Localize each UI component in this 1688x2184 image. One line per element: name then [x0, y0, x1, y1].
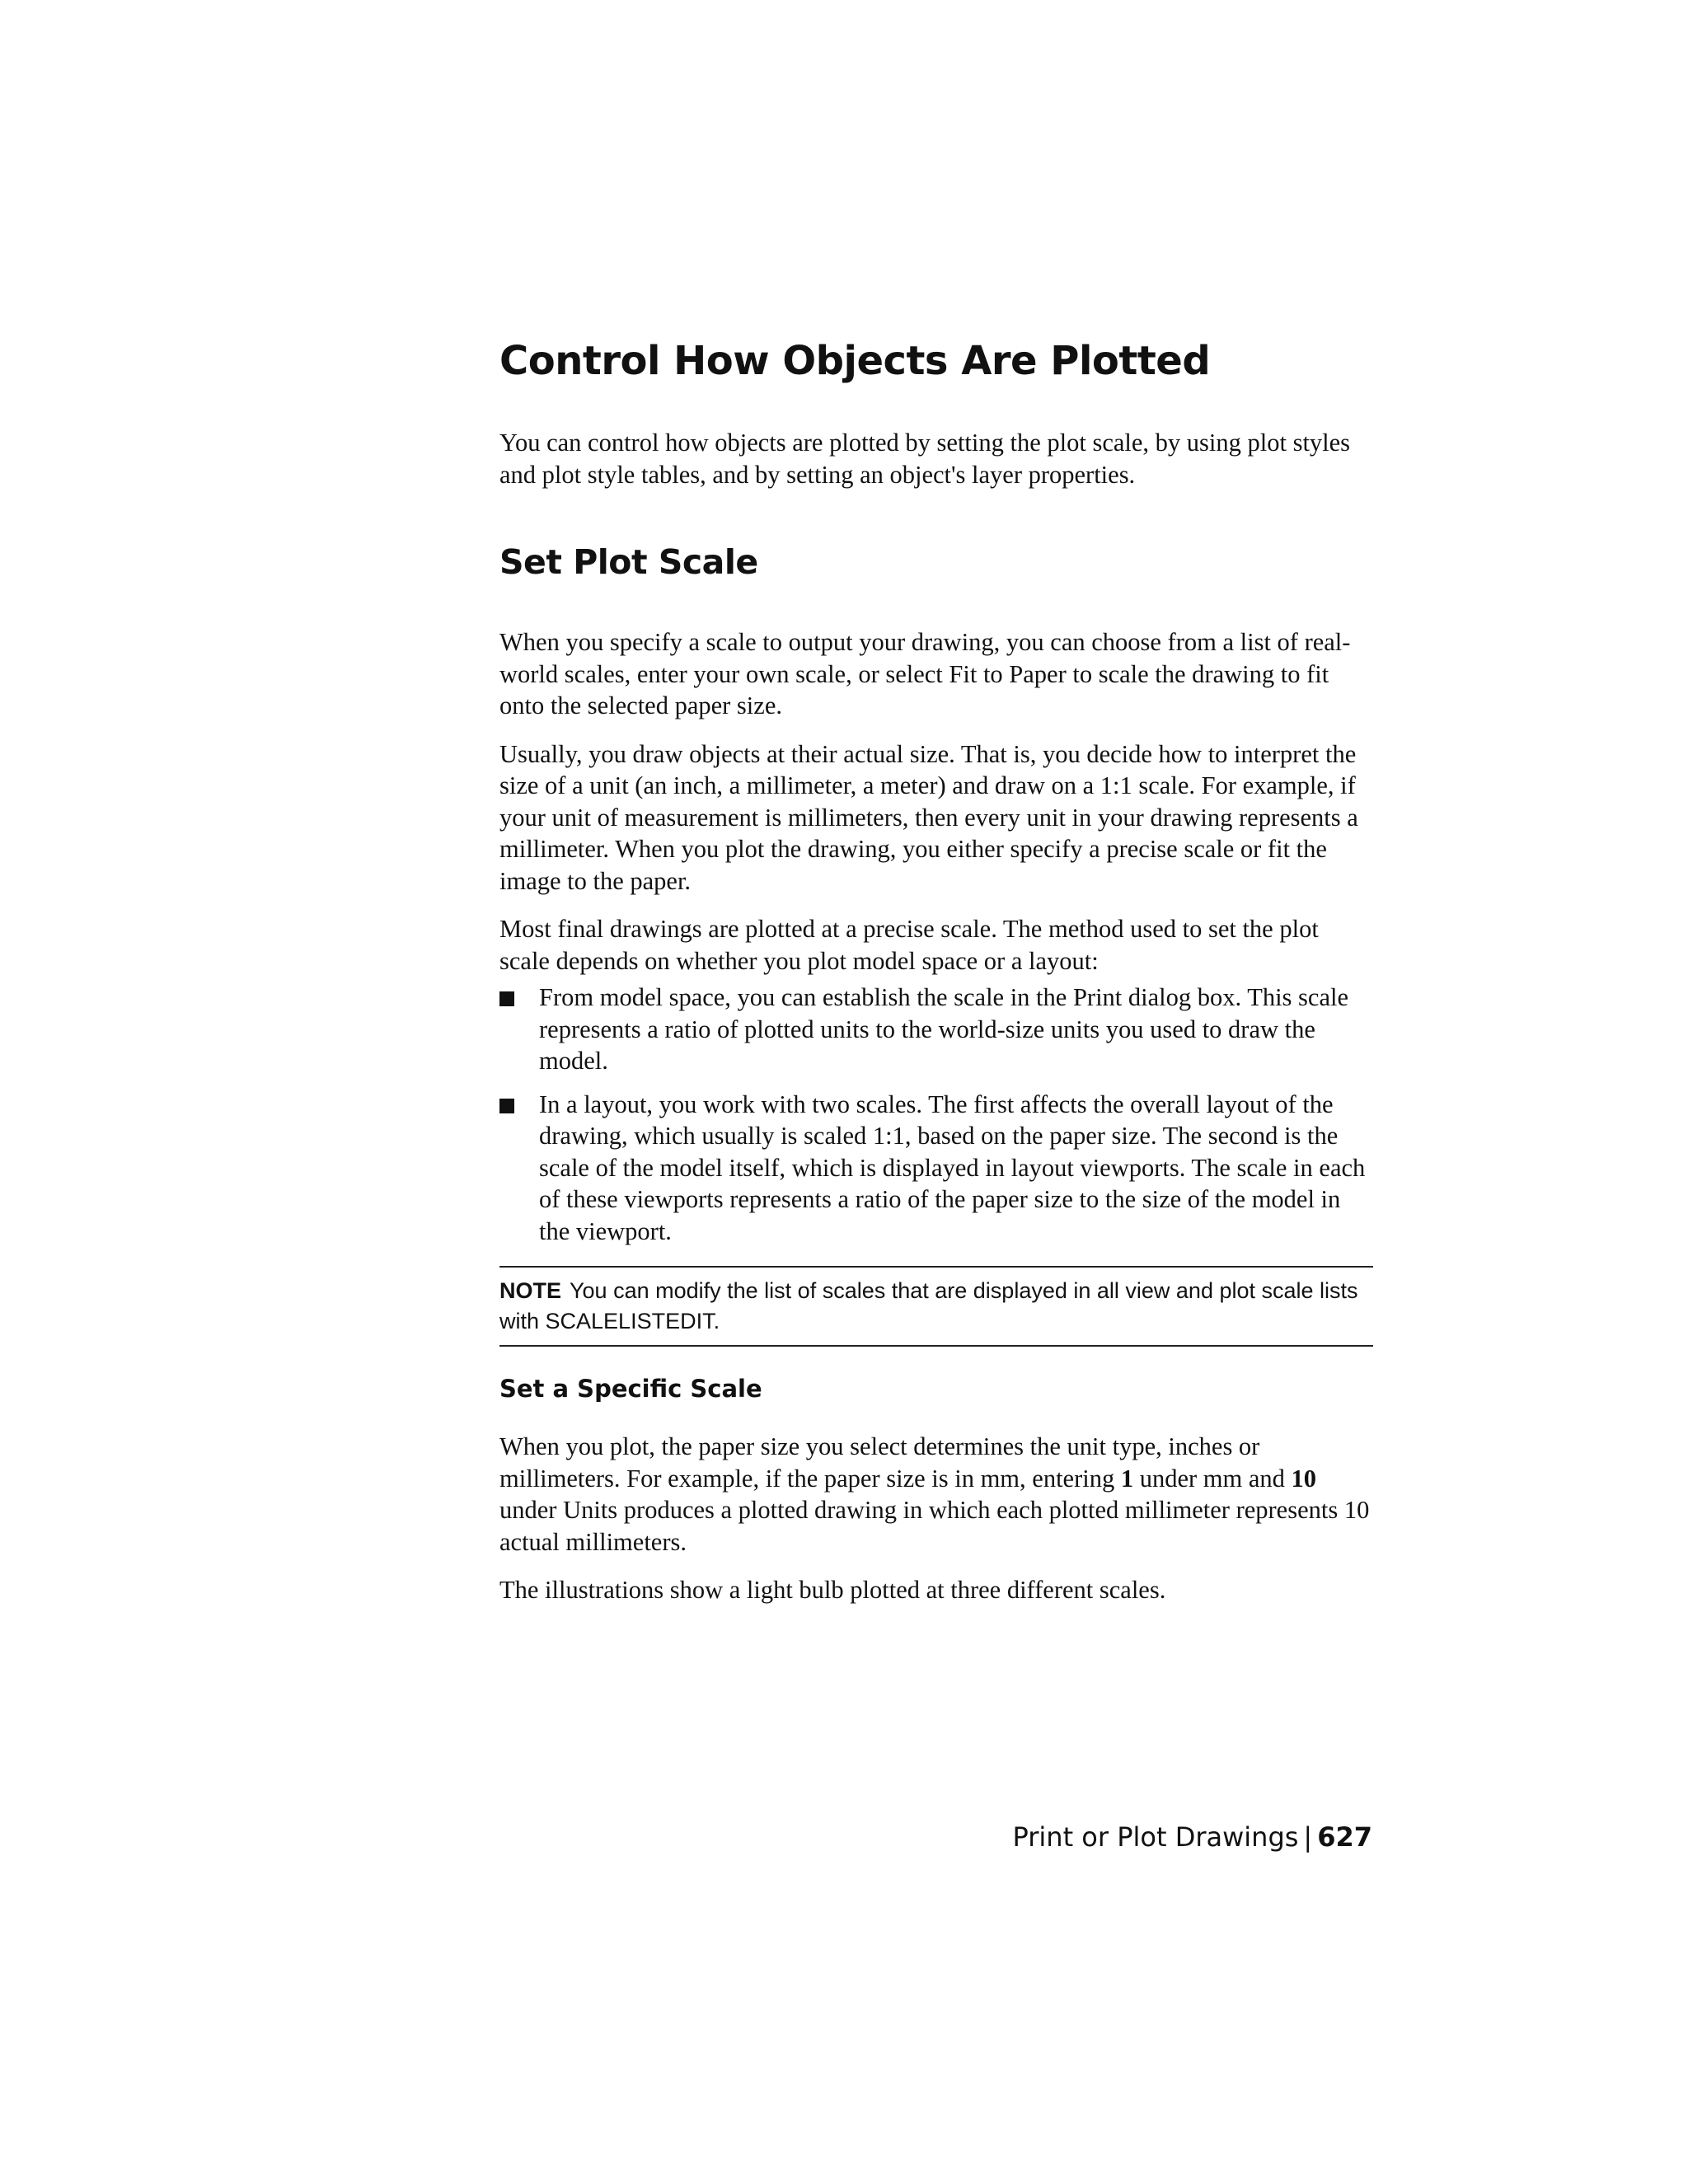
- note-label: NOTE: [499, 1278, 562, 1303]
- specific-paragraph-2: The illustrations show a light bulb plotted at three different scales.: [499, 1576, 1166, 1604]
- specific-paragraph-1: [499, 1431, 1373, 1558]
- square-bullet-icon: [499, 1099, 514, 1113]
- text-run: When you plot, the paper size you select determines the unit type, inches or millimeters. For example, if the paper size is in mm, entering: [499, 1432, 1260, 1493]
- bullet-list: [499, 982, 1373, 1247]
- bold-value: 1: [1120, 1464, 1134, 1493]
- intro-block: [499, 427, 1373, 490]
- square-bullet-icon: [499, 991, 514, 1006]
- note-box: [499, 1266, 1373, 1347]
- section-body: [499, 626, 1373, 1258]
- page-title: Control How Objects Are Plotted: [499, 338, 1211, 384]
- subsection-body: [499, 1431, 1373, 1623]
- bold-value: 10: [1291, 1464, 1317, 1493]
- bullet-item: [499, 982, 1373, 1077]
- footer-chapter: Print or Plot Drawings: [1012, 1821, 1299, 1853]
- subsection-title: Set a Specific Scale: [499, 1375, 762, 1403]
- bullet-text: From model space, you can establish the scale in the Print dialog box. This scale represents a ratio of plotted units to the world-size units you used to draw the model.: [539, 983, 1349, 1075]
- section-title: Set Plot Scale: [499, 542, 758, 582]
- note-content: [499, 1276, 1373, 1337]
- paragraph-1: When you specify a scale to output your drawing, you can choose from a list of real-world scales, enter your own scale, or select Fit to Paper to scale the drawing to fit onto the selected paper size.: [499, 628, 1351, 719]
- bullet-text: In a layout, you work with two scales. The first affects the overall layout of the drawing, which usually is scaled 1:1, based on the paper size. The second is the scale of the model itself, which is displayed in layout viewports. The scale in each of these viewports represents a ratio of the paper size to the size of the model in the viewport.: [539, 1090, 1366, 1245]
- paragraph-2: Usually, you draw objects at their actual size. That is, you decide how to interpret the size of a unit (an inch, a millimeter, a meter) and draw on a 1:1 scale. For example, if your unit of measurement is millimeters, then every unit in your drawing represents a millimeter. When you plot the drawing, you either specify a precise scale or fit the image to the paper.: [499, 739, 1358, 895]
- bullet-item: [499, 1089, 1373, 1248]
- footer-separator: |: [1303, 1821, 1313, 1853]
- page-number: 627: [1317, 1821, 1372, 1853]
- page-footer: [1013, 1821, 1372, 1853]
- text-run: under mm and: [1133, 1464, 1292, 1493]
- paragraph-3: Most final drawings are plotted at a precise scale. The method used to set the plot scale depends on whether you plot model space or a layout:: [499, 915, 1319, 975]
- note-text: You can modify the list of scales that are displayed in all view and plot scale lists with SCALELISTEDIT.: [499, 1278, 1358, 1333]
- intro-paragraph: You can control how objects are plotted by setting the plot scale, by using plot styles and plot style tables, and by setting an object's layer properties.: [499, 429, 1351, 489]
- text-run: under Units produces a plotted drawing in which each plotted millimeter represents 10 actual millimeters.: [499, 1496, 1370, 1556]
